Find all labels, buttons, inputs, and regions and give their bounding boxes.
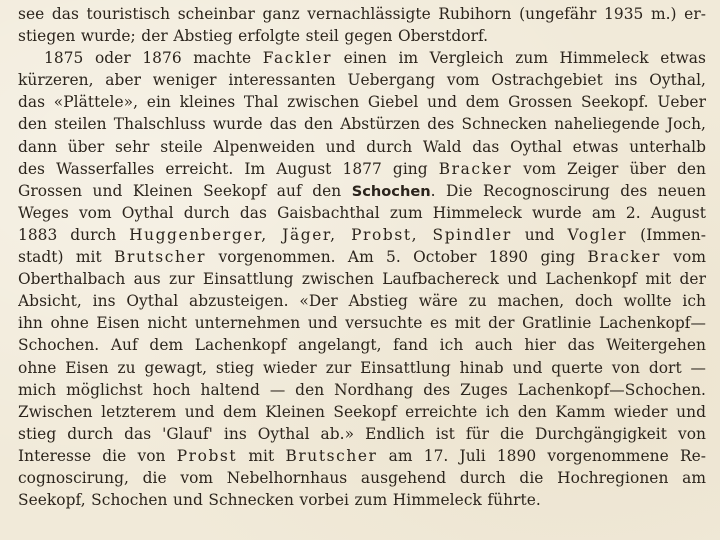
text-line: [18, 290, 706, 312]
text-line: [18, 69, 706, 91]
text-segment: stadt) mit: [18, 248, 115, 267]
text-line: [18, 113, 706, 135]
text-line: [18, 334, 706, 356]
text-line: [18, 401, 706, 423]
text-segment: das «Plättele», ein kleines Thal zwischen Giebel und dem Grossen Seekopf. Ueber: [18, 93, 706, 112]
text-segment: mit: [237, 446, 286, 465]
text-line: [18, 357, 706, 379]
text-line: [18, 489, 706, 511]
text-line: [18, 246, 706, 268]
text-line: [18, 224, 706, 246]
text-segment: dann über sehr steile Alpenweiden und durch Wald das Oythal etwas unterhalb: [18, 137, 706, 156]
spaced-name: Huggenberger, Jäger, Probst, Spindler: [129, 225, 512, 244]
text-segment: am 17. Juli 1890 vorgenommene Re-: [377, 446, 706, 465]
text-line: [18, 312, 706, 334]
text-line: [18, 445, 706, 467]
bold-term: Schochen: [351, 182, 431, 200]
spaced-name: Probst: [176, 446, 238, 465]
text-segment: vorgenommen. Am 5. October 1890 ging: [206, 248, 588, 267]
text-segment: (Immen-: [627, 225, 706, 244]
body-text: [18, 3, 706, 511]
spaced-name: Fackler: [262, 49, 333, 68]
text-line: [18, 202, 706, 224]
text-segment: 1875 oder 1876 machte: [44, 49, 263, 68]
text-segment: Seekopf, Schochen und Schnecken vorbei zum Himmeleck führte.: [18, 491, 541, 510]
text-segment: den steilen Thalschluss wurde das den Abstürzen des Schnecken naheliegende Joch,: [18, 115, 706, 134]
text-segment: stiegen wurde; der Abstieg erfolgte steil gegen Oberstdorf.: [18, 27, 489, 46]
text-segment: des Wasserfalles erreicht. Im August 1877 ging: [18, 159, 439, 178]
text-segment: mich möglichst hoch haltend — den Nordhang des Zuges Lachenkopf—Schochen.: [18, 380, 706, 399]
text-line: [18, 47, 706, 69]
text-line: [18, 423, 706, 445]
text-segment: vom: [660, 248, 706, 267]
text-line: [18, 158, 706, 180]
text-segment: Zwischen letzterem und dem Kleinen Seekopf erreichte ich den Kamm wieder und: [18, 402, 706, 421]
text-segment: cognoscirung, die vom Nebelhornhaus ausgehend durch die Hochregionen am: [18, 468, 706, 487]
text-line: [18, 268, 706, 290]
spaced-name: Brutscher: [114, 248, 207, 267]
text-line: [18, 467, 706, 489]
spaced-name: Brutscher: [285, 446, 378, 465]
text-segment: Grossen und Kleinen Seekopf auf den: [18, 181, 352, 200]
text-line: [18, 379, 706, 401]
text-segment: 1883 durch: [18, 225, 130, 244]
text-segment: und: [511, 225, 568, 244]
text-segment: ohne Eisen zu gewagt, stieg wieder zur Einsattlung hinab und querte von dort —: [18, 358, 706, 377]
text-line: [18, 180, 706, 202]
text-segment: see das touristisch scheinbar ganz vernachlässigte Rubihorn (ungefähr 1935 m.) er-: [18, 5, 706, 23]
text-line: [18, 3, 706, 25]
text-line: [18, 25, 706, 47]
text-segment: Absicht, ins Oythal abzusteigen. «Der Abstieg wäre zu machen, doch wollte ich: [18, 292, 706, 311]
spaced-name: Vogler: [567, 225, 628, 244]
spaced-name: Bracker: [587, 248, 661, 267]
text-segment: stieg durch das 'Glauf' ins Oythal ab.» Endlich ist für die Durchgängigkeit von: [18, 424, 706, 443]
text-segment: vom Zeiger über den: [512, 159, 706, 178]
text-segment: ihn ohne Eisen nicht unternehmen und versuchte es mit der Gratlinie Lachenkopf—: [18, 314, 706, 333]
text-segment: Weges vom Oythal durch das Gaisbachthal zum Himmeleck wurde am 2. August: [18, 203, 706, 222]
text-segment: . Die Recognoscirung des neuen: [430, 181, 706, 200]
text-segment: Oberthalbach aus zur Einsattlung zwischen Laufbachereck und Lachenkopf mit der: [18, 270, 706, 289]
text-segment: Schochen. Auf dem Lachenkopf angelangt, fand ich auch hier das Weitergehen: [18, 336, 706, 355]
text-line: [18, 91, 706, 113]
spaced-name: Bracker: [438, 159, 513, 178]
text-segment: kürzeren, aber weniger interessanten Uebergang vom Ostrachgebiet ins Oythal,: [18, 71, 706, 90]
text-segment: einen im Vergleich zum Himmeleck etwas: [332, 49, 706, 68]
text-line: [18, 136, 706, 158]
text-segment: Interesse die von: [18, 446, 177, 465]
